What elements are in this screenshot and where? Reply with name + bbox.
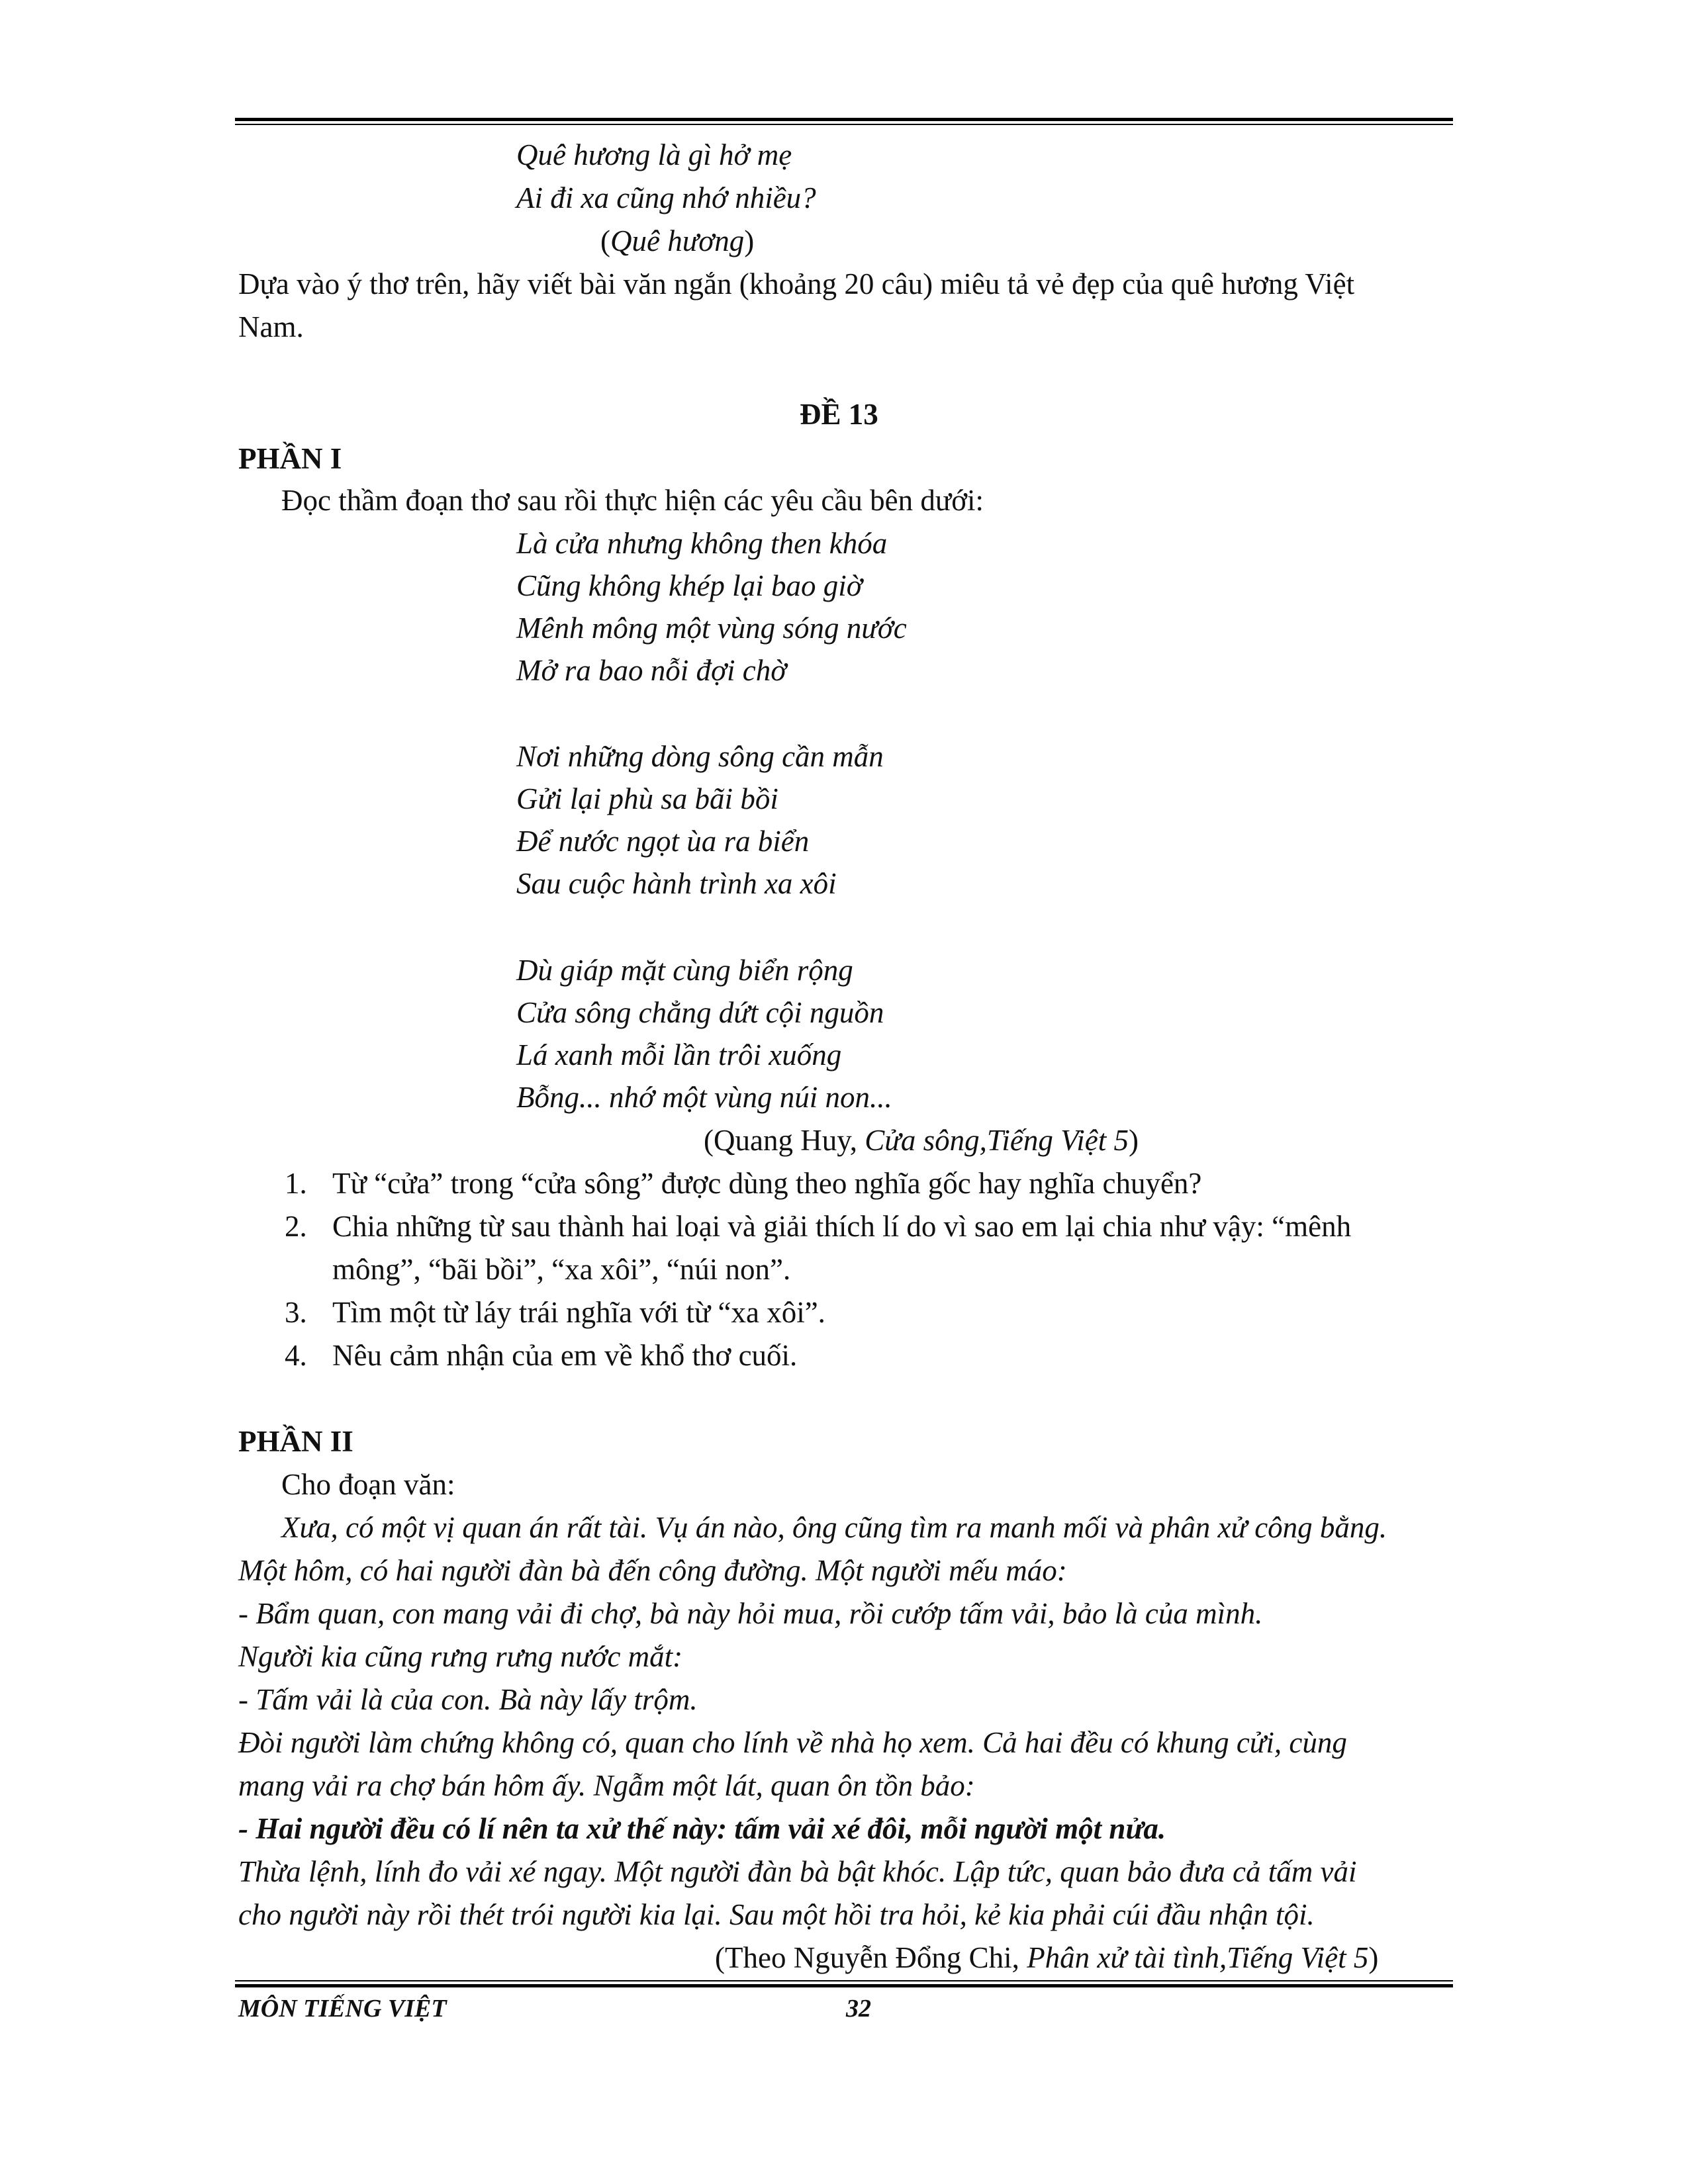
- story-line: cho người này rồi thét trói người kia lại. Sau một hồi tra hỏi, kẻ kia phải cúi đầu nhận tội.: [238, 1898, 1315, 1931]
- poem-line: Để nước ngọt ùa ra biển: [516, 825, 810, 858]
- footer-subject: MÔN TIẾNG VIỆT: [238, 1995, 447, 2023]
- story-line: Thừa lệnh, lính đo vải xé ngay. Một người đàn bà bật khóc. Lập tức, quan bảo đưa cả tấm vải: [238, 1855, 1357, 1888]
- intro-source-close: ): [744, 224, 755, 257]
- footer-page-number: 32: [846, 1995, 871, 2023]
- question-text: Chia những từ sau thành hai loại và giải thích lí do vì sao em lại chia như vậy: “mênh: [332, 1210, 1352, 1243]
- header-rule-thin: [235, 124, 1453, 125]
- question-text: Từ “cửa” trong “cửa sông” được dùng theo nghĩa gốc hay nghĩa chuyển?: [332, 1167, 1202, 1200]
- story-line: - Bẩm quan, con mang vải đi chợ, bà này hỏi mua, rồi cướp tấm vải, bảo là của mình.: [238, 1597, 1263, 1630]
- story-line: Người kia cũng rưng rưng nước mắt:: [238, 1640, 683, 1673]
- story-line: - Tấm vải là của con. Bà này lấy trộm.: [238, 1683, 698, 1716]
- poem-source-prefix: (Quang Huy,: [704, 1124, 865, 1157]
- story-line: Xưa, có một vị quan án rất tài. Vụ án nào, ông cũng tìm ra manh mối và phân xử công bằng.: [281, 1511, 1387, 1544]
- story-line: Đòi người làm chứng không có, quan cho lính về nhà họ xem. Cả hai đều có khung cửi, cùng: [238, 1726, 1347, 1759]
- story-line: mang vải ra chợ bán hôm ấy. Ngẫm một lát, quan ôn tồn bảo:: [238, 1769, 975, 1802]
- intro-verse-line-2: Ai đi xa cũng nhớ nhiều?: [516, 181, 816, 214]
- poem-line: Cũng không khép lại bao giờ: [516, 569, 863, 602]
- intro-task-line-1: Dựa vào ý thơ trên, hãy viết bài văn ngắn (khoảng 20 câu) miêu tả vẻ đẹp của quê hương Việt: [238, 267, 1355, 300]
- part1-instruction: Đọc thầm đoạn thơ sau rồi thực hiện các yêu cầu bên dưới:: [281, 484, 984, 517]
- question-text: Nêu cảm nhận của em về khổ thơ cuối.: [332, 1339, 798, 1372]
- story-bold-line: - Hai người đều có lí nên ta xử thế này: tấm vải xé đôi, mỗi người một nửa.: [238, 1812, 1166, 1845]
- question-number: 2.: [285, 1210, 307, 1243]
- poem-source-title: Cửa sông,Tiếng Việt 5: [865, 1124, 1129, 1157]
- story-source: [715, 1940, 1378, 1975]
- poem-line: Sau cuộc hành trình xa xôi: [516, 867, 837, 900]
- poem-line: Mở ra bao nỗi đợi chờ: [516, 654, 787, 687]
- footer-rule-thick: [235, 1984, 1453, 1987]
- part1-heading: PHẦN I: [238, 442, 342, 475]
- story-source-prefix: (Theo Nguyễn Đổng Chi,: [715, 1941, 1027, 1974]
- question-number: 3.: [285, 1296, 307, 1329]
- question-text: mông”, “bãi bồi”, “xa xôi”, “núi non”.: [332, 1253, 791, 1286]
- poem-source: [704, 1123, 1139, 1158]
- poem-line: Gửi lại phù sa bãi bồi: [516, 782, 778, 815]
- poem-line: Dù giáp mặt cùng biển rộng: [516, 954, 853, 987]
- story-source-title: Phân xử tài tình,Tiếng Việt 5: [1027, 1941, 1369, 1974]
- intro-source: [600, 224, 754, 258]
- intro-verse-line-1: Quê hương là gì hở mẹ: [516, 138, 792, 171]
- poem-line: Bỗng... nhớ một vùng núi non...: [516, 1081, 892, 1114]
- exam-title: ĐỀ 13: [800, 398, 878, 431]
- poem-line: Nơi những dòng sông cần mẫn: [516, 740, 884, 773]
- footer-rule-thin: [235, 1980, 1453, 1981]
- part2-heading: PHẦN II: [238, 1425, 353, 1458]
- question-number: 4.: [285, 1339, 307, 1372]
- intro-task-line-2: Nam.: [238, 310, 304, 343]
- story-source-suffix: ): [1368, 1941, 1379, 1974]
- header-rule-thick: [235, 118, 1453, 121]
- story-line: Một hôm, có hai người đàn bà đến công đường. Một người mếu máo:: [238, 1554, 1067, 1587]
- question-text: Tìm một từ láy trái nghĩa với từ “xa xôi”.: [332, 1296, 825, 1329]
- intro-source-open: (: [600, 224, 610, 257]
- poem-line: Là cửa nhưng không then khóa: [516, 527, 888, 560]
- part2-instruction: Cho đoạn văn:: [281, 1468, 455, 1501]
- poem-line: Cửa sông chẳng dứt cội nguồn: [516, 996, 884, 1029]
- poem-line: Lá xanh mỗi lần trôi xuống: [516, 1038, 842, 1071]
- poem-line: Mênh mông một vùng sóng nước: [516, 612, 907, 645]
- intro-source-title: Quê hương: [610, 224, 745, 257]
- question-number: 1.: [285, 1167, 307, 1200]
- poem-source-suffix: ): [1129, 1124, 1139, 1157]
